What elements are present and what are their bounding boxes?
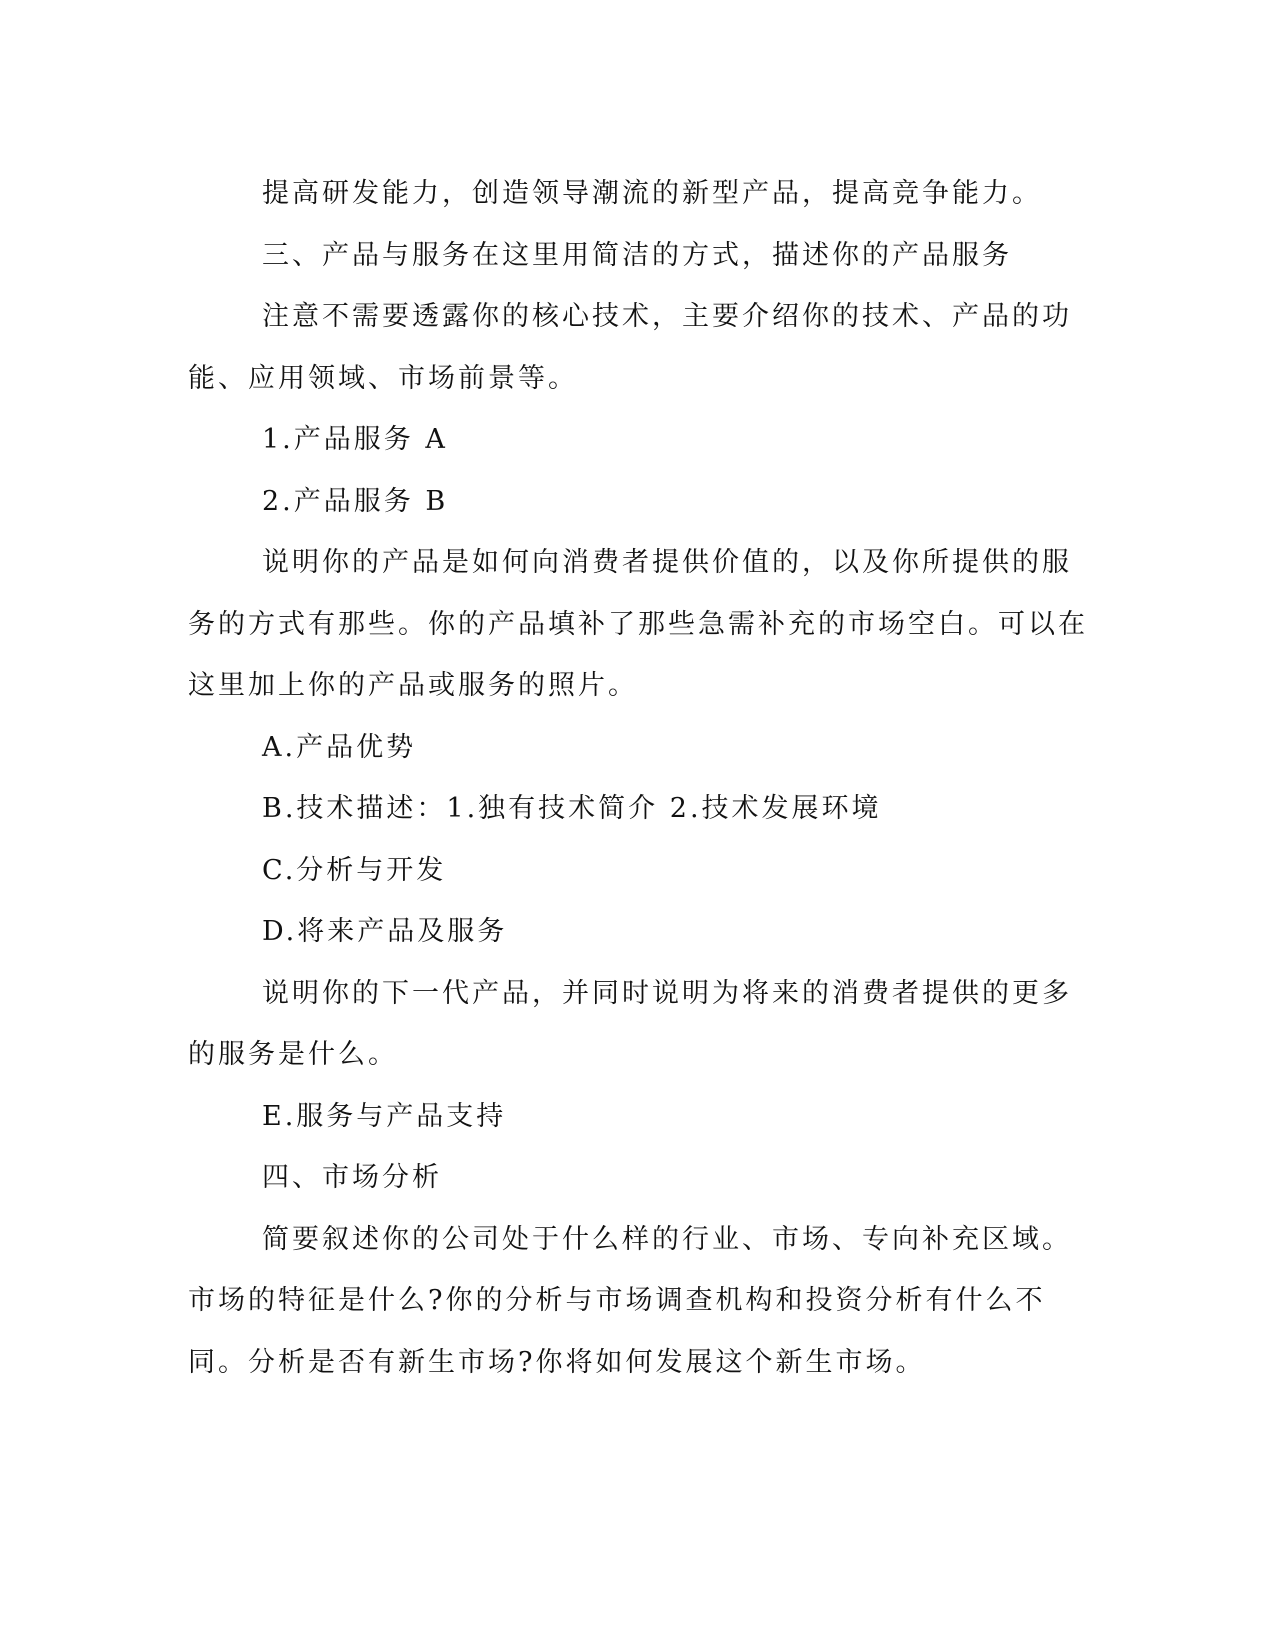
list-item-analysis-development: C.分析与开发: [262, 854, 447, 886]
list-item-service-support: E.服务与产品支持: [262, 1100, 507, 1132]
section-heading-market-analysis: 四、市场分析: [262, 1162, 442, 1193]
paragraph-rd-capability: 提高研发能力，创造领导潮流的新型产品，提高竞争能力。: [262, 178, 1042, 209]
document-body: [188, 163, 1088, 1393]
paragraph-next-generation: 说明你的下一代产品，并同时说明为将来的消费者提供的更多的服务是什么。: [188, 977, 1072, 1070]
list-item-product-a: 1.产品服务 A: [262, 424, 448, 455]
list-item-product-advantage: A.产品优势: [262, 731, 417, 763]
paragraph-core-tech-note: 注意不需要透露你的核心技术，主要介绍你的技术、产品的功能、应用领域、市场前景等。: [188, 301, 1072, 394]
paragraph-market-description: 简要叙述你的公司处于什么样的行业、市场、专向补充区域。市场的特征是什么?你的分析与市场调查机构和投资分析有什么不同。分析是否有新生市场?你将如何发展这个新生市场。: [188, 1223, 1072, 1378]
list-item-tech-description: B.技术描述：1.独有技术简介 2.技术发展环境: [262, 793, 882, 824]
list-item-product-b: 2.产品服务 B: [262, 485, 449, 517]
paragraph-product-value: 说明你的产品是如何向消费者提供价值的，以及你所提供的服务的方式有那些。你的产品填补了那些急需补充的市场空白。可以在这里加上你的产品或服务的照片。: [188, 547, 1088, 701]
section-heading-products-services: 三、产品与服务在这里用简洁的方式，描述你的产品服务: [262, 239, 1012, 271]
list-item-future-products: D.将来产品及服务: [262, 916, 508, 947]
